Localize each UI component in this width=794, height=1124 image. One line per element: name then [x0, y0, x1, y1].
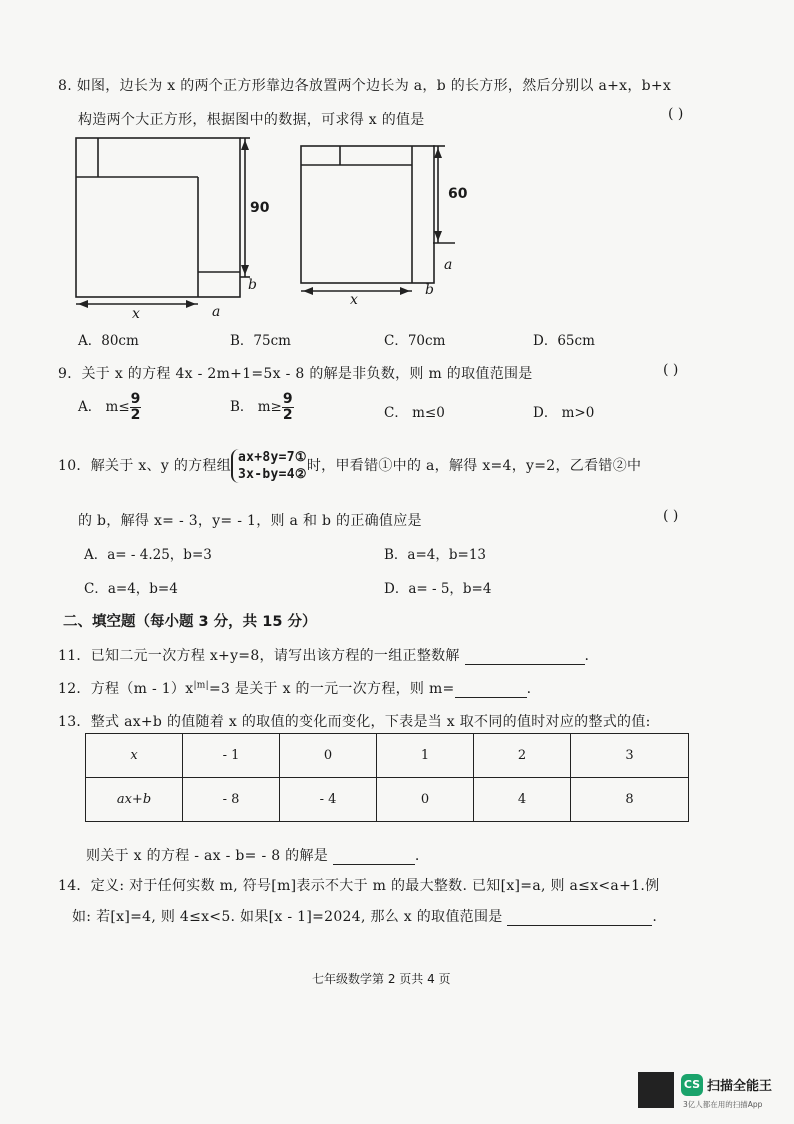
- q14-line2-text: 如: 若[x]=4, 则 4≤x<5. 如果[x - 1]=2024, 那么 x 的取值范围是: [72, 909, 503, 925]
- q9-answer-paren: ( ): [663, 362, 679, 378]
- fig1-dim-label: 90: [250, 200, 270, 216]
- q9-a-denominator: 2: [130, 407, 141, 423]
- fig2-dim-label: 60: [448, 186, 468, 202]
- section-2-heading: 二、填空题（每小题 3 分，共 15 分）: [63, 614, 317, 630]
- table-cell: - 4: [280, 778, 377, 822]
- fig2-b-label: b: [425, 282, 434, 298]
- q10-option-b: B．a=4，b=13: [384, 547, 487, 563]
- q10-equation-2: 3x-by=4②: [238, 467, 307, 482]
- q14-period: .: [652, 909, 658, 925]
- table-row: [86, 778, 689, 822]
- q12-period: .: [526, 681, 532, 697]
- q11-answer-blank[interactable]: [465, 650, 585, 665]
- q8-option-c: C．70cm: [384, 333, 446, 349]
- figure-2: [295, 140, 468, 310]
- q12-exponent: |m|: [193, 680, 209, 691]
- table-row: [86, 734, 689, 778]
- q10-option-a: A．a= - 4.25，b=3: [84, 547, 212, 563]
- q10-equation-system: [231, 449, 307, 483]
- table-cell: - 8: [183, 778, 280, 822]
- q12-line: [58, 678, 531, 698]
- table-cell: 8: [571, 778, 689, 822]
- q14-answer-blank[interactable]: [507, 911, 652, 926]
- qr-code-icon: [638, 1072, 674, 1108]
- watermark-title: 扫描全能王: [707, 1079, 773, 1094]
- q10-line2: 的 b，解得 x= - 3，y= - 1，则 a 和 b 的正确值应是: [78, 513, 422, 529]
- q9-option-b-fraction: [282, 392, 294, 423]
- q8-line2: 构造两个大正方形，根据图中的数据，可求得 x 的值是: [78, 112, 425, 128]
- q8-line1: 8. 如图，边长为 x 的两个正方形靠边各放置两个边长为 a，b 的长方形，然后分别以 a+x，b+x: [58, 78, 672, 94]
- q14-line1: 14．定义: 对于任何实数 m, 符号[m]表示不大于 m 的最大整数. 已知[x]=a, 则 a≤x<a+1.例: [58, 878, 660, 894]
- watermark-subtitle: 3亿人都在用的扫描App: [683, 1100, 763, 1109]
- fig1-b-label: b: [248, 277, 257, 293]
- page-footer: 七年级数学第 2 页共 4 页: [312, 972, 451, 986]
- table-cell: 2: [474, 734, 571, 778]
- q8-option-a: A．80cm: [78, 333, 139, 349]
- table-cell: 0: [280, 734, 377, 778]
- fig2-a-label: a: [444, 257, 453, 273]
- fig1-a-label: a: [212, 304, 221, 320]
- q13-value-table: [85, 733, 689, 822]
- fig1-big-square: [76, 138, 240, 297]
- q9-a-numerator: 9: [130, 391, 141, 407]
- table-cell: 0: [377, 778, 474, 822]
- q11-period: .: [584, 648, 590, 664]
- q9-b-denominator: 2: [282, 407, 293, 423]
- q13-period: .: [414, 848, 420, 864]
- q10-option-c: C．a=4，b=4: [84, 581, 178, 597]
- camscanner-logo-icon: CS: [681, 1074, 703, 1096]
- q11-line: [58, 645, 589, 665]
- q13-after-line: [86, 845, 420, 865]
- q10-answer-paren: ( ): [663, 508, 679, 524]
- q13-after-text: 则关于 x 的方程 - ax - b= - 8 的解是: [86, 848, 329, 864]
- q9-option-c: C． m≤0: [384, 405, 445, 421]
- q12-answer-blank[interactable]: [455, 683, 527, 698]
- q11-text: 11．已知二元一次方程 x+y=8，请写出该方程的一组正整数解: [58, 648, 460, 664]
- table-cell: - 1: [183, 734, 280, 778]
- fig2-x-label: x: [350, 292, 358, 308]
- q9-option-a-prefix: A． m≤: [78, 399, 130, 415]
- fig1-x-label: x: [132, 306, 140, 322]
- fig2-big-square: [301, 146, 434, 283]
- figure-1: [70, 132, 280, 322]
- table-cell: x: [86, 734, 183, 778]
- q10-suffix: 时，甲看错①中的 a，解得 x=4，y=2，乙看错②中: [306, 458, 642, 474]
- table-cell: 3: [571, 734, 689, 778]
- table-cell: 4: [474, 778, 571, 822]
- table-cell: ax+b: [86, 778, 183, 822]
- q9-option-b: [230, 392, 294, 423]
- q8-answer-paren: ( ): [668, 106, 684, 122]
- q9-option-a: [78, 392, 141, 423]
- q9-b-numerator: 9: [282, 391, 293, 407]
- q8-option-b: B．75cm: [230, 333, 291, 349]
- q10-line1: [58, 449, 641, 483]
- q12-text: 12．方程（m - 1）x: [58, 681, 194, 697]
- q9-option-b-prefix: B． m≥: [230, 399, 282, 415]
- q9-option-d: D． m>0: [533, 405, 595, 421]
- q13-text: 13．整式 ax+b 的值随着 x 的取值的变化而变化，下表是当 x 取不同的值时对应的整式的值:: [58, 714, 651, 730]
- table-cell: 1: [377, 734, 474, 778]
- q9-option-a-fraction: [130, 392, 142, 423]
- q14-line2: [72, 906, 657, 926]
- q9-text: 9．关于 x 的方程 4x - 2m+1=5x - 8 的解是非负数，则 m 的取值范围是: [58, 366, 533, 382]
- q10-equation-1: ax+8y=7①: [238, 450, 307, 465]
- q12-rest: =3 是关于 x 的一元一次方程，则 m=: [208, 681, 455, 697]
- q10-option-d: D．a= - 5，b=4: [384, 581, 492, 597]
- q10-prefix: 10．解关于 x、y 的方程组: [58, 458, 232, 474]
- q8-option-d: D．65cm: [533, 333, 595, 349]
- q13-answer-blank[interactable]: [333, 850, 415, 865]
